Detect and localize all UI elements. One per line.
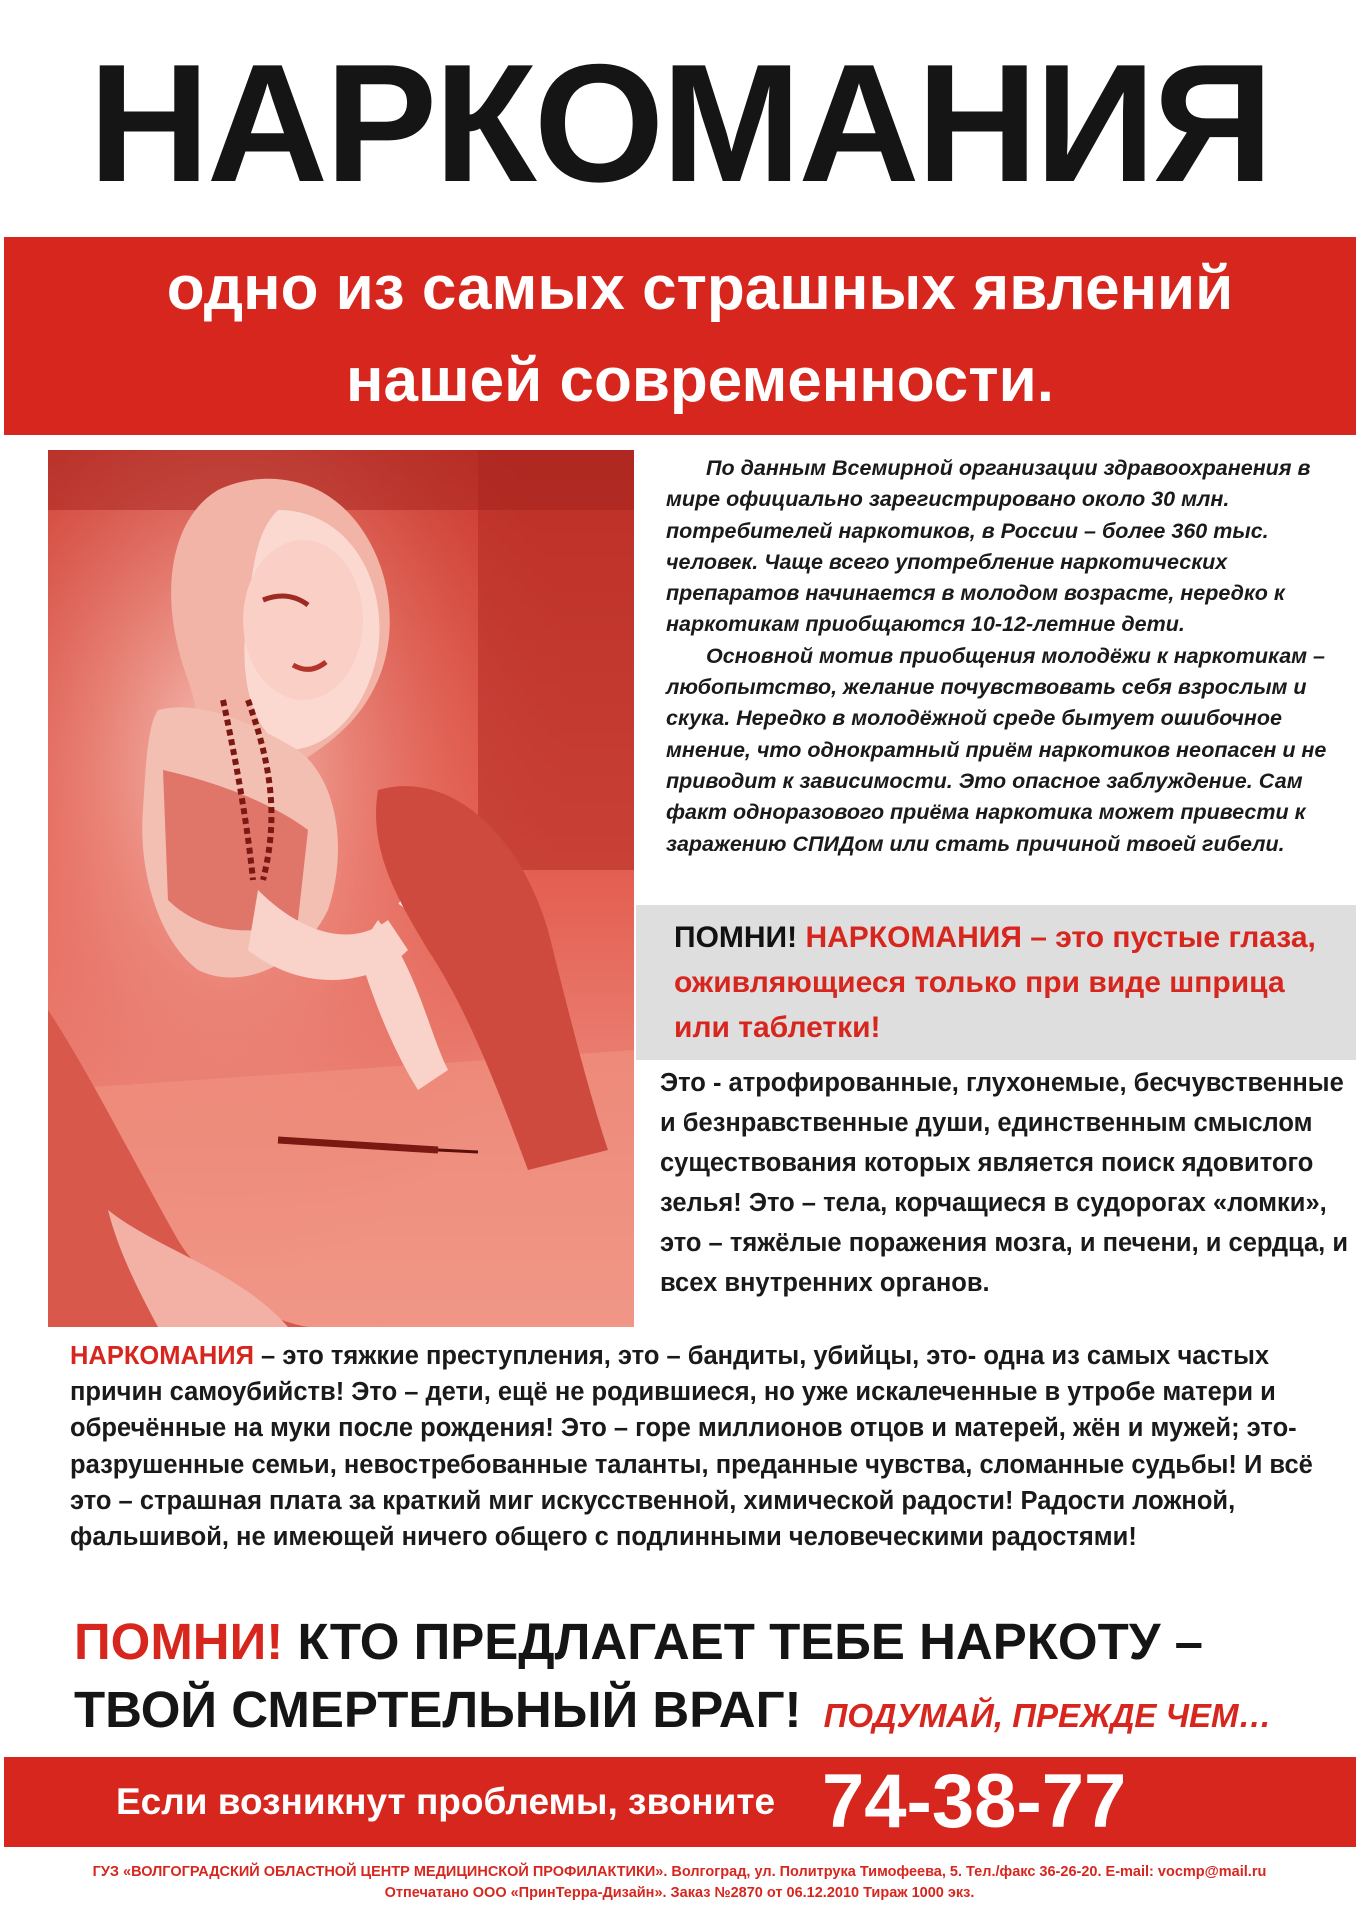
- main-paragraph: [70, 1338, 1350, 1555]
- hotline-label: Если возникнут проблемы, звоните: [116, 1781, 776, 1822]
- warning-line-2: [74, 1676, 1354, 1750]
- think-text: ПОДУМАЙ, ПРЕЖДЕ ЧЕМ…: [823, 1697, 1272, 1734]
- callout-lead: ПОМНИ!: [674, 921, 798, 954]
- callout-body: НАРКОМАНИЯ – это пустые глаза, оживляющиеся только при виде шприца или таблетки!: [674, 921, 1316, 1044]
- illustration-photo: [48, 450, 634, 1327]
- callout-text: [674, 915, 1344, 1050]
- hotline-band: [4, 1757, 1356, 1847]
- poster-title: НАРКОМАНИЯ: [88, 29, 1271, 217]
- imprint-line-1: ГУЗ «ВОЛГОГРАДСКИЙ ОБЛАСТНОЙ ЦЕНТР МЕДИЦИНСКОЙ ПРОФИЛАКТИКИ». Волгоград, ул. Политрука Тимофеева, 5. Тел./факс 36-26-20. E-mail: vocmp@mail.ru: [92, 1864, 1267, 1880]
- warning-line-1: [74, 1608, 1354, 1676]
- red-tinted-photo-illustration: [48, 450, 634, 1327]
- warning-line-1-text: КТО ПРЕДЛАГАЕТ ТЕБЕ НАРКОТУ –: [297, 1613, 1203, 1670]
- subtitle-line-2: нашей современности.: [346, 346, 1054, 415]
- description-text: Это - атрофированные, глухонемые, бесчувственные и безнравственные души, единственным смыслом существования которых является поиск ядовитого зелья! Это – тела, корчащиеся в судорогах «ломки», это – тяжёлые поражения мозга, и печени, и сердца, и всех внутренних органов.: [660, 1069, 1349, 1297]
- warning-line-2-text: ТВОЙ СМЕРТЕЛЬНЫЙ ВРАГ!: [74, 1681, 802, 1738]
- warning-lead: ПОМНИ!: [74, 1613, 284, 1670]
- intro-paragraph-1: По данным Всемирной организации здравоохранения в мире официально зарегистрировано около 30 млн. потребителей наркотиков, в России – более 360 тыс. человек. Чаще всего употребление наркотических препаратов начинается в молодом возрасте, нередко к наркотикам приобщаются 10-12-летние дети.: [666, 456, 1311, 637]
- warning-block: [74, 1608, 1354, 1750]
- intro-paragraph-2: Основной мотив приобщения молодёжи к наркотикам – любопытство, желание почувствовать себя взрослым и скука. Нередко в молодёжной среде бытует ошибочное мнение, что однократный приём наркотиков неопасен и не приводит к зависимости. Это опасное заблуждение. Сам факт одноразового приёма наркотика может привести к заражению СПИДом или стать причиной твоей гибели.: [666, 643, 1327, 856]
- main-body: – это тяжкие преступления, это – бандиты, убийцы, это- одна из самых частых причин самоубийств! Это – дети, ещё не родившиеся, но уже искалеченные в утробе матери и обречённые на муки после рождения! Это – горе миллионов отцов и матерей, жён и мужей; это- разрушенные семьи, невостребованные таланты, преданные чувства, сломанные судьбы! И всё это – страшная плата за краткий миг искусственной, химической радости! Радости ложной, фальшивой, не имеющей ничего общего с подлинными человеческими радостями!: [70, 1342, 1313, 1552]
- intro-text: [666, 453, 1356, 860]
- hotline-phone: 74-38-77: [822, 1759, 1127, 1844]
- callout-box: [636, 905, 1356, 1060]
- imprint-line-2: Отпечатано ООО «ПринТерра-Дизайн». Заказ №2870 от 06.12.2010 Тираж 1000 экз.: [384, 1885, 975, 1901]
- subtitle-banner: [4, 237, 1356, 435]
- subtitle-line-1: одно из самых страшных явлений: [166, 254, 1234, 323]
- main-lead: НАРКОМАНИЯ: [70, 1342, 254, 1370]
- imprint: [0, 1862, 1359, 1904]
